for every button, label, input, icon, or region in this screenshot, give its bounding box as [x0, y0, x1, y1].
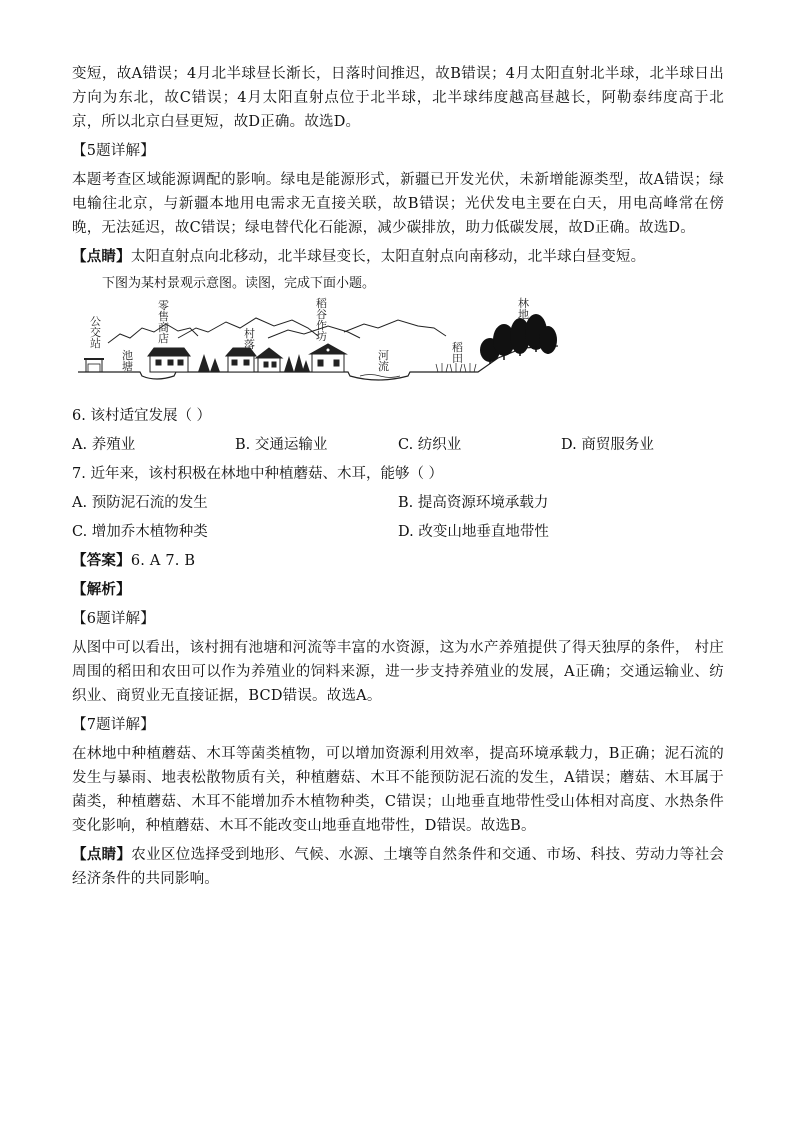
answer-tag: 【答案】 — [72, 552, 131, 569]
dianjing-1-tag: 【点睛】 — [72, 248, 131, 265]
q6-option-c: C. 纺织业 — [398, 437, 462, 453]
q7-stem: 7. 近年来，该村积极在林地中种植蘑菇、木耳，能够（ ） — [72, 466, 444, 482]
label-paddy: 稻田 — [452, 341, 463, 365]
answer-line — [72, 549, 724, 573]
q5-explanation: 本题考查区域能源调配的影响。绿电是能源形式，新疆已开发光伏，未新增能源类型，故A错误；绿电输往北京，与新疆本地用电需求无直接关联，故B错误；光伏发电主要在白天，用电高峰常在傍晚，无法延迟，故C错误；绿电替代化石能源，减少碳排放，助力低碳发展，故D正确。故选D。 — [72, 172, 724, 236]
label-shop: 零售商店 — [158, 299, 169, 345]
dianjing-1 — [72, 245, 724, 269]
dianjing-1-text: 太阳直射点向北移动，北半球昼变长，太阳直射点向南移动，北半球白昼变短。 — [130, 249, 646, 265]
q7-options-row1 — [72, 491, 724, 515]
top-paragraph: 变短，故A错误；4月北半球昼长渐长，日落时间推迟，故B错误；4月太阳直射北半球，北半球日出方向为东北，故C错误；4月太阳直射点位于北半球，北半球纬度越高昼越长，阿勒泰纬度高于北京，所以北京白昼更短，故D正确。故选D。 — [72, 66, 724, 130]
dianjing-2-tag: 【点睛】 — [72, 846, 132, 863]
dianjing-2 — [72, 843, 724, 891]
label-pond: 池塘 — [122, 349, 133, 373]
answer-text: 6. A 7. B — [130, 553, 196, 569]
q7-heading: 【7题详解】 — [72, 717, 155, 733]
village-landscape-figure — [78, 298, 558, 388]
q7-option-c: C. 增加乔木植物种类 — [72, 524, 208, 540]
q7-options-row2 — [72, 520, 724, 544]
q6-explanation: 从图中可以看出，该村拥有池塘和河流等丰富的水资源，这为水产养殖提供了得天独厚的条件， 村庄周围的稻田和农田可以作为养殖业的饲料来源，进一步支持养殖业的发展，A正确；交通运输业、纺织业、商贸业无直接证据，BCD错误。故选A。 — [72, 640, 724, 704]
q5-heading: 【5题详解】 — [72, 143, 155, 159]
figure-intro: 下图为某村景观示意图。读图，完成下面小题。 — [102, 276, 376, 291]
dianjing-2-text: 农业区位选择受到地形、气候、水源、土壤等自然条件和交通、市场、科技、劳动力等社会经济条件的共同影响。 — [72, 847, 724, 887]
label-forest: 林地 — [518, 297, 529, 321]
label-bus-stop: 公交站 — [90, 315, 101, 350]
q6-option-a: A. 养殖业 — [72, 437, 136, 453]
analysis-heading: 【解析】 — [72, 581, 131, 598]
q7-option-a: A. 预防泥石流的发生 — [72, 495, 208, 511]
q7-option-d: D. 改变山地垂直地带性 — [398, 524, 549, 540]
document-page — [72, 62, 724, 896]
q7-explanation: 在林地中种植蘑菇、木耳等菌类植物，可以增加资源利用效率，提高环境承载力，B正确；泥石流的发生与暴雨、地表松散物质有关，种植蘑菇、木耳不能预防泥石流的发生，A错误；蘑菇、木耳属于菌类，种植蘑菇、木耳不能增加乔木植物种类，C错误；山地垂直地带性受山体相对高度、水热条件变化影响，种植蘑菇、木耳不能改变山地垂直地带性，D错误。故选B。 — [72, 746, 724, 834]
q6-heading: 【6题详解】 — [72, 611, 155, 627]
label-village: 村落 — [244, 327, 255, 351]
label-workshop: 稻谷作坊 — [316, 297, 327, 343]
q6-stem: 6. 该村适宜发展（ ） — [72, 408, 212, 424]
q6-options — [72, 433, 724, 457]
label-river: 河流 — [378, 349, 389, 373]
q6-option-d: D. 商贸服务业 — [561, 437, 654, 453]
q6-option-b: B. 交通运输业 — [235, 437, 328, 453]
q7-option-b: B. 提高资源环境承载力 — [398, 495, 549, 511]
